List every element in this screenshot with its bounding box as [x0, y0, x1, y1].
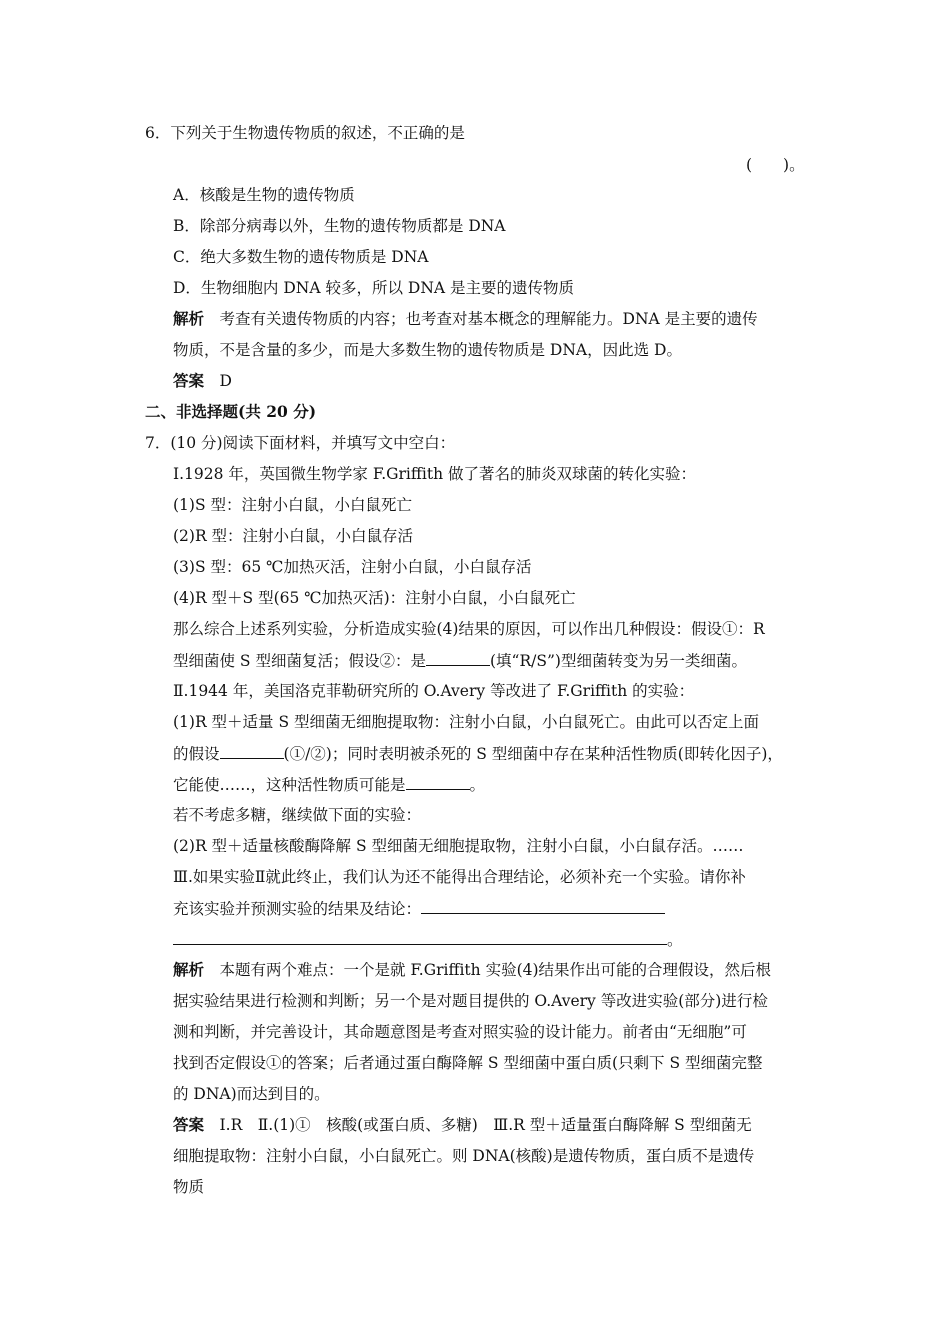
- q7-part1-text-2b: (填“R/S”)型细菌转变为另一类细菌。: [489, 652, 747, 670]
- q6-analysis-label: 解析: [173, 309, 205, 328]
- q7-part1-item-4: (4)R 型＋S 型(65 ℃加热灭活)：注射小白鼠，小白鼠死亡: [173, 589, 576, 607]
- q7-part1-item-1: (1)S 型：注射小白鼠，小白鼠死亡: [173, 496, 413, 514]
- blank-rs[interactable]: [426, 649, 490, 666]
- q6-answer-line: [173, 370, 232, 392]
- blank-experiment-1[interactable]: [421, 897, 665, 914]
- q7-part2-line-3a: 它能使……，这种活性物质可能是: [173, 776, 406, 794]
- q7-part1-item-3: (3)S 型：65 ℃加热灭活，注射小白鼠，小白鼠存活: [173, 558, 532, 576]
- q6-analysis-line-1: [173, 308, 758, 330]
- q7-part1-text-2a: 型细菌使 S 型细菌复活；假设②：是: [173, 652, 426, 670]
- q7-part2-line-5: (2)R 型＋适量核酸酶降解 S 型细菌无细胞提取物，注射小白鼠，小白鼠存活。……: [173, 837, 744, 855]
- q6-stem: 6．下列关于生物遗传物质的叙述，不正确的是: [145, 124, 465, 142]
- blank-experiment-2[interactable]: [173, 928, 667, 945]
- q7-part1-text-1: 那么综合上述系列实验，分析造成实验(4)结果的原因，可以作出几种假设：假设①：R: [173, 620, 765, 638]
- q6-option-b: B．除部分病毒以外，生物的遗传物质都是 DNA: [173, 217, 506, 235]
- q7-part3-line-1: Ⅲ.如果实验Ⅱ就此终止，我们认为还不能得出合理结论，必须补充一个实验。请你补: [173, 868, 746, 886]
- q6-answer-value: D: [219, 372, 232, 390]
- q7-part3-line-3: [173, 928, 683, 951]
- q7-part3-line-2: [173, 897, 665, 920]
- q7-part2-line-2a: 的假设: [173, 745, 220, 763]
- blank-hypothesis[interactable]: [220, 742, 284, 759]
- q7-answer-line-2: 细胞提取物：注射小白鼠，小白鼠死亡。则 DNA(核酸)是遗传物质，蛋白质不是遗传: [173, 1147, 755, 1165]
- q7-part2-line-2b: (①/②)；同时表明被杀死的 S 型细菌中存在某种活性物质(即转化因子)，: [283, 745, 783, 763]
- q7-analysis-label: 解析: [173, 960, 205, 979]
- q7-part2-line-4: 若不考虑多糖，继续做下面的实验：: [173, 806, 422, 824]
- blank-active-substance[interactable]: [406, 773, 470, 790]
- q7-part1-text-2: [173, 649, 747, 672]
- q6-option-a: A．核酸是生物的遗传物质: [173, 186, 355, 204]
- q7-part2-line-2: [173, 742, 783, 765]
- q7-analysis-line-3: 测和判断，并完善设计，其命题意图是考查对照实验的设计能力。前者由“无细胞”可: [173, 1023, 747, 1041]
- q7-answer-text-1: Ⅰ.R Ⅱ.(1)① 核酸(或蛋白质、多糖) Ⅲ.R 型＋适量蛋白酶降解 S 型细菌无: [219, 1116, 752, 1134]
- q7-part2-title: Ⅱ.1944 年，美国洛克菲勒研究所的 O.Avery 等改进了 F.Griffith 的实验：: [173, 682, 695, 700]
- q7-part3-end: 。: [667, 931, 683, 949]
- q7-analysis-line-1: [173, 959, 771, 981]
- q7-part1-title: Ⅰ.1928 年，英国微生物学家 F.Griffith 做了著名的肺炎双球菌的转化实验：: [173, 465, 696, 483]
- q6-answer-paren: ( )。: [746, 156, 805, 174]
- q7-part2-line-1: (1)R 型＋适量 S 型细菌无细胞提取物：注射小白鼠，小白鼠死亡。由此可以否定上面: [173, 713, 760, 731]
- q7-answer-line-1: [173, 1114, 752, 1136]
- q7-analysis-line-2: 据实验结果进行检测和判断；另一个是对题目提供的 O.Avery 等改进实验(部分)进行检: [173, 992, 768, 1010]
- q7-part1-item-2: (2)R 型：注射小白鼠，小白鼠存活: [173, 527, 414, 545]
- q6-option-d: D．生物细胞内 DNA 较多，所以 DNA 是主要的遗传物质: [173, 279, 575, 297]
- q7-part2-line-3b: 。: [469, 776, 486, 794]
- q7-part2-line-3: [173, 773, 485, 796]
- q7-answer-line-3: 物质: [173, 1178, 205, 1196]
- q7-answer-label: 答案: [173, 1115, 205, 1134]
- q7-stem: 7．(10 分)阅读下面材料，并填写文中空白：: [145, 434, 456, 452]
- q7-part3-line-2-text: 充该实验并预测实验的结果及结论：: [173, 900, 422, 918]
- q7-analysis-line-4: 找到否定假设①的答案；后者通过蛋白酶降解 S 型细菌中蛋白质(只剩下 S 型细菌完整: [173, 1054, 763, 1072]
- q7-analysis-line-5: 的 DNA)而达到目的。: [173, 1085, 330, 1103]
- q6-analysis-text-1: 考查有关遗传物质的内容；也考查对基本概念的理解能力。DNA 是主要的遗传: [219, 310, 758, 328]
- q6-option-c: C．绝大多数生物的遗传物质是 DNA: [173, 248, 429, 266]
- q6-analysis-line-2: 物质，不是含量的多少，而是大多数生物的遗传物质是 DNA，因此选 D。: [173, 341, 682, 359]
- section-2-title: 二、非选择题(共 20 分): [145, 402, 317, 421]
- q6-answer-label: 答案: [173, 371, 205, 390]
- q7-analysis-text-1: 本题有两个难点：一个是就 F.Griffith 实验(4)结果作出可能的合理假设，然后根: [219, 961, 772, 979]
